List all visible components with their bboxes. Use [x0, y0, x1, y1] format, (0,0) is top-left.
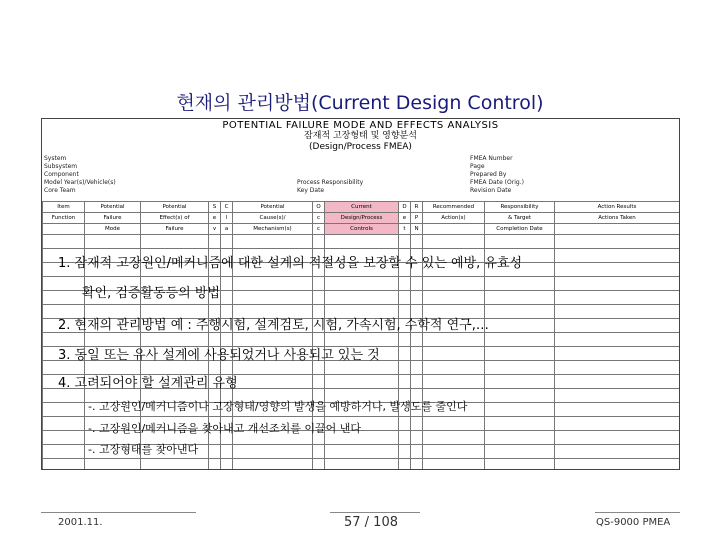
- grid-cell: Item: [43, 202, 85, 213]
- meta-left-2: Component: [44, 171, 79, 178]
- form-header-line2: 잠재적 고장형태 및 영향분석: [304, 131, 417, 141]
- grid-cell: D: [399, 202, 411, 213]
- grid-cell: Responsibility: [485, 202, 555, 213]
- form-meta-left: [44, 155, 116, 195]
- grid-cell: l: [221, 213, 233, 224]
- grid-cell: N: [411, 224, 423, 235]
- grid-cell: & Target: [485, 213, 555, 224]
- meta-right-0: FMEA Number: [470, 155, 513, 162]
- grid-cell: [555, 224, 680, 235]
- grid-cell-current-controls: Controls: [325, 224, 399, 235]
- grid-cell: Potential: [233, 202, 313, 213]
- footer-doc-id: QS-9000 PMEA: [596, 517, 671, 528]
- sub-item-1: -. 고장원인/메커니즘이나 고장형태/영향의 발생을 예방하거나, 발생도를 줄인다: [88, 400, 468, 413]
- form-header-line1: POTENTIAL FAILURE MODE AND EFFECTS ANALYSIS: [222, 120, 499, 131]
- item-2: 2. 현재의 관리방법 예 : 주행시험, 설계검토, 시험, 가속시험, 수학적 연구,…: [58, 318, 489, 333]
- meta-left-4: Core Team: [44, 187, 76, 194]
- grid-cell: Function: [43, 213, 85, 224]
- grid-header-row-1: [43, 202, 680, 213]
- item-1-line2: 확인, 검증활동등의 방법: [82, 286, 220, 301]
- grid-empty-row: [43, 459, 680, 471]
- footer-rule-mid: [330, 512, 420, 513]
- item-3: 3. 동일 또는 유사 설계에 사용되었거나 사용되고 있는 것: [58, 348, 380, 363]
- grid-empty-row: [43, 235, 680, 249]
- meta-left-0: System: [44, 155, 67, 162]
- form-header: [42, 120, 679, 153]
- footer-rule-left: [41, 512, 196, 513]
- meta-right-3: FMEA Date (Orig.): [470, 179, 524, 186]
- grid-cell: C: [221, 202, 233, 213]
- item-4: 4. 고려되어야 할 설계관리 유형: [58, 376, 238, 391]
- grid-header-row-3: [43, 224, 680, 235]
- footer-page-number: 57 / 108: [344, 515, 398, 530]
- meta-left-1: Subsystem: [44, 163, 78, 170]
- meta-right-4: Revision Date: [470, 187, 512, 194]
- grid-cell: Potential: [141, 202, 209, 213]
- grid-header-row-2: [43, 213, 680, 224]
- grid-cell: Recommended: [423, 202, 485, 213]
- meta-right-1: Page: [470, 163, 485, 170]
- sub-item-3: -. 고장형태를 찾아낸다: [88, 443, 199, 456]
- meta-mid-0: Process Responsibility: [297, 179, 364, 186]
- grid-cell: e: [209, 213, 221, 224]
- grid-cell: R: [411, 202, 423, 213]
- grid-cell: Actions Taken: [555, 213, 680, 224]
- slide-title: 현재의 관리방법(Current Design Control): [176, 92, 544, 114]
- sub-item-2: -. 고장원인/메커니즘을 찾아내고 개선조치를 이끌어 낸다: [88, 422, 362, 435]
- grid-cell: c: [313, 213, 325, 224]
- grid-cell: Failure: [141, 224, 209, 235]
- grid-cell: O: [313, 202, 325, 213]
- grid-cell: t: [399, 224, 411, 235]
- grid-cell: e: [399, 213, 411, 224]
- grid-cell: Failure: [85, 213, 141, 224]
- grid-cell-current-controls: Design/Process: [325, 213, 399, 224]
- grid-cell: Effect(s) of: [141, 213, 209, 224]
- grid-cell: Mode: [85, 224, 141, 235]
- grid-cell: Cause(s)/: [233, 213, 313, 224]
- grid-cell: P: [411, 213, 423, 224]
- form-meta-right: [470, 155, 524, 195]
- form-header-line3: (Design/Process FMEA): [309, 142, 412, 152]
- grid-cell: c: [313, 224, 325, 235]
- meta-mid-1: Key Date: [297, 187, 325, 194]
- grid-cell: a: [221, 224, 233, 235]
- footer-rule-right: [595, 512, 680, 513]
- form-meta-mid: [297, 179, 363, 195]
- grid-cell: [43, 224, 85, 235]
- meta-left-3: Model Year(s)/Vehicle(s): [44, 179, 116, 186]
- grid-cell: Action Results: [555, 202, 680, 213]
- grid-cell: Potential: [85, 202, 141, 213]
- footer-date: 2001.11.: [58, 517, 103, 528]
- grid-cell: Action(s): [423, 213, 485, 224]
- grid-cell: [423, 224, 485, 235]
- grid-cell: v: [209, 224, 221, 235]
- grid-cell: Mechanism(s): [233, 224, 313, 235]
- grid-cell: Completion Date: [485, 224, 555, 235]
- grid-cell: S: [209, 202, 221, 213]
- meta-right-2: Prepared By: [470, 171, 507, 178]
- grid-cell-current-controls: Current: [325, 202, 399, 213]
- item-1-line1: 1. 잠재적 고장원인/메커니즘에 대한 설계의 적절성을 보장할 수 있는 예방, 유효성: [58, 256, 523, 271]
